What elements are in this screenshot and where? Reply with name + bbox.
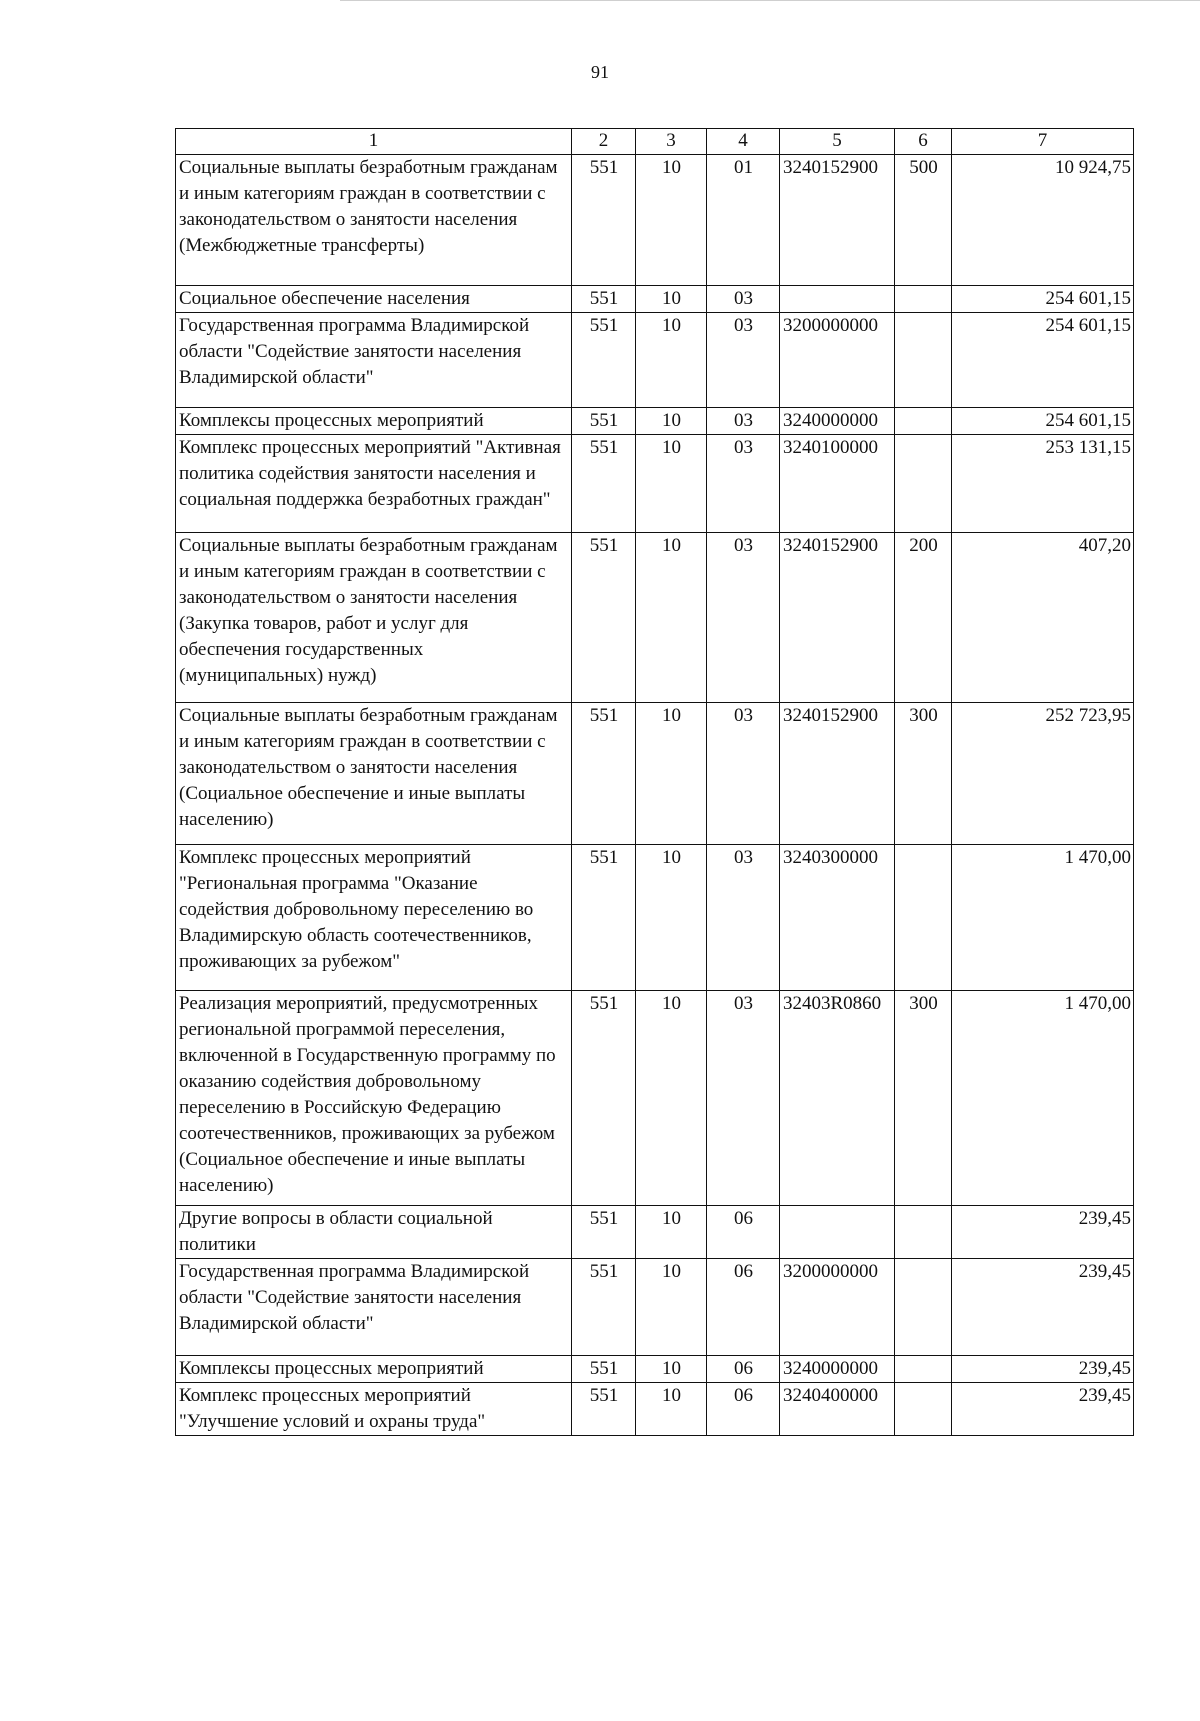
row-col7-cell: 252 723,95: [952, 703, 1134, 845]
row-col6-cell: [895, 286, 952, 313]
table-row: [176, 435, 1134, 533]
row-col2-cell: 551: [572, 1206, 636, 1259]
row-col7-cell: 407,20: [952, 533, 1134, 703]
row-col3-cell: 10: [636, 991, 707, 1206]
row-col4-cell: 03: [707, 286, 780, 313]
table-row: [176, 408, 1134, 435]
row-col6-cell: 300: [895, 991, 952, 1206]
row-col3-cell: 10: [636, 408, 707, 435]
row-col2-cell: 551: [572, 408, 636, 435]
row-col2-cell: 551: [572, 533, 636, 703]
table-body: [176, 155, 1134, 1436]
row-col6-cell: [895, 1356, 952, 1383]
row-name-cell: Комплексы процессных мероприятий: [176, 1356, 572, 1383]
table-row: [176, 1259, 1134, 1356]
row-col2-cell: 551: [572, 1383, 636, 1436]
row-name-cell: Реализация мероприятий, предусмотренных региональной программой переселения, включенной в Государственную программу по оказанию содействия добровольному переселению в Российскую Федерацию соотечественников, проживающих за рубежом (Социальное обеспечение и иные выплаты населению): [176, 991, 572, 1206]
row-col5-cell: [780, 1206, 895, 1259]
row-col7-cell: 1 470,00: [952, 845, 1134, 991]
row-col5-cell: 3240152900: [780, 703, 895, 845]
row-col7-cell: 239,45: [952, 1356, 1134, 1383]
row-col3-cell: 10: [636, 435, 707, 533]
row-col2-cell: 551: [572, 845, 636, 991]
row-col6-cell: [895, 1383, 952, 1436]
row-col7-cell: 254 601,15: [952, 286, 1134, 313]
row-name-cell: Другие вопросы в области социальной политики: [176, 1206, 572, 1259]
table-row: [176, 991, 1134, 1206]
row-name-cell: Социальное обеспечение населения: [176, 286, 572, 313]
row-col6-cell: [895, 408, 952, 435]
row-col2-cell: 551: [572, 703, 636, 845]
row-col4-cell: 03: [707, 703, 780, 845]
row-name-cell: Государственная программа Владимирской области "Содействие занятости населения Владимирской области": [176, 313, 572, 408]
row-col3-cell: 10: [636, 703, 707, 845]
row-col4-cell: 03: [707, 845, 780, 991]
row-col5-cell: 3200000000: [780, 1259, 895, 1356]
row-col5-cell: 32403R0860: [780, 991, 895, 1206]
table-row: [176, 845, 1134, 991]
row-col4-cell: 06: [707, 1356, 780, 1383]
row-col4-cell: 03: [707, 435, 780, 533]
row-col7-cell: 239,45: [952, 1206, 1134, 1259]
row-name-cell: Комплекс процессных мероприятий "Региональная программа "Оказание содействия добровольному переселению во Владимирскую область соотечественников, проживающих за рубежом": [176, 845, 572, 991]
row-col3-cell: 10: [636, 1383, 707, 1436]
row-col6-cell: [895, 313, 952, 408]
table-row: [176, 1356, 1134, 1383]
row-col5-cell: 3240152900: [780, 155, 895, 286]
row-col5-cell: 3200000000: [780, 313, 895, 408]
row-col5-cell: 3240300000: [780, 845, 895, 991]
row-col2-cell: 551: [572, 435, 636, 533]
row-col5-cell: 3240400000: [780, 1383, 895, 1436]
budget-table: [175, 128, 1134, 1436]
row-col6-cell: [895, 435, 952, 533]
row-col6-cell: [895, 845, 952, 991]
row-col6-cell: [895, 1259, 952, 1356]
table-row: [176, 286, 1134, 313]
column-header: 1: [176, 129, 572, 155]
row-name-cell: Социальные выплаты безработным гражданам и иным категориям граждан в соответствии с законодательством о занятости населения (Межбюджетные трансферты): [176, 155, 572, 286]
row-col6-cell: 300: [895, 703, 952, 845]
row-col7-cell: 239,45: [952, 1383, 1134, 1436]
row-col5-cell: 3240100000: [780, 435, 895, 533]
row-name-cell: Социальные выплаты безработным гражданам и иным категориям граждан в соответствии с законодательством о занятости населения (Закупка товаров, работ и услуг для обеспечения государственных (муниципальных) нужд): [176, 533, 572, 703]
column-header: 7: [952, 129, 1134, 155]
row-col4-cell: 06: [707, 1259, 780, 1356]
row-col7-cell: 254 601,15: [952, 313, 1134, 408]
row-col5-cell: 3240000000: [780, 1356, 895, 1383]
row-col3-cell: 10: [636, 313, 707, 408]
row-col7-cell: 1 470,00: [952, 991, 1134, 1206]
row-col3-cell: 10: [636, 1206, 707, 1259]
row-name-cell: Комплексы процессных мероприятий: [176, 408, 572, 435]
column-header: 3: [636, 129, 707, 155]
table-row: [176, 313, 1134, 408]
row-col3-cell: 10: [636, 1259, 707, 1356]
row-col2-cell: 551: [572, 155, 636, 286]
page-number: 91: [591, 62, 609, 82]
table-row: [176, 155, 1134, 286]
column-header: 5: [780, 129, 895, 155]
row-name-cell: Социальные выплаты безработным гражданам и иным категориям граждан в соответствии с законодательством о занятости населения (Социальное обеспечение и иные выплаты населению): [176, 703, 572, 845]
row-col5-cell: 3240000000: [780, 408, 895, 435]
row-col4-cell: 03: [707, 408, 780, 435]
row-col7-cell: 253 131,15: [952, 435, 1134, 533]
row-col7-cell: 239,45: [952, 1259, 1134, 1356]
row-col4-cell: 06: [707, 1383, 780, 1436]
table-row: [176, 1206, 1134, 1259]
row-col5-cell: [780, 286, 895, 313]
row-col3-cell: 10: [636, 1356, 707, 1383]
row-name-cell: Государственная программа Владимирской области "Содействие занятости населения Владимирской области": [176, 1259, 572, 1356]
row-col2-cell: 551: [572, 1356, 636, 1383]
row-col6-cell: 500: [895, 155, 952, 286]
scan-edge-line: [340, 0, 1200, 1]
row-col5-cell: 3240152900: [780, 533, 895, 703]
row-col4-cell: 06: [707, 1206, 780, 1259]
row-col7-cell: 254 601,15: [952, 408, 1134, 435]
row-col7-cell: 10 924,75: [952, 155, 1134, 286]
row-col6-cell: 200: [895, 533, 952, 703]
table-row: [176, 703, 1134, 845]
row-col4-cell: 01: [707, 155, 780, 286]
column-header: 6: [895, 129, 952, 155]
table-row: [176, 1383, 1134, 1436]
row-col2-cell: 551: [572, 1259, 636, 1356]
row-col2-cell: 551: [572, 313, 636, 408]
row-col3-cell: 10: [636, 845, 707, 991]
row-col2-cell: 551: [572, 991, 636, 1206]
row-name-cell: Комплекс процессных мероприятий "Улучшение условий и охраны труда": [176, 1383, 572, 1436]
table-row: [176, 533, 1134, 703]
column-header: 2: [572, 129, 636, 155]
row-col3-cell: 10: [636, 533, 707, 703]
table-header-row: [176, 129, 1134, 155]
row-col3-cell: 10: [636, 155, 707, 286]
row-name-cell: Комплекс процессных мероприятий "Активная политика содействия занятости населения и социальная поддержка безработных граждан": [176, 435, 572, 533]
column-header: 4: [707, 129, 780, 155]
row-col4-cell: 03: [707, 313, 780, 408]
row-col4-cell: 03: [707, 533, 780, 703]
row-col3-cell: 10: [636, 286, 707, 313]
row-col4-cell: 03: [707, 991, 780, 1206]
row-col2-cell: 551: [572, 286, 636, 313]
row-col6-cell: [895, 1206, 952, 1259]
